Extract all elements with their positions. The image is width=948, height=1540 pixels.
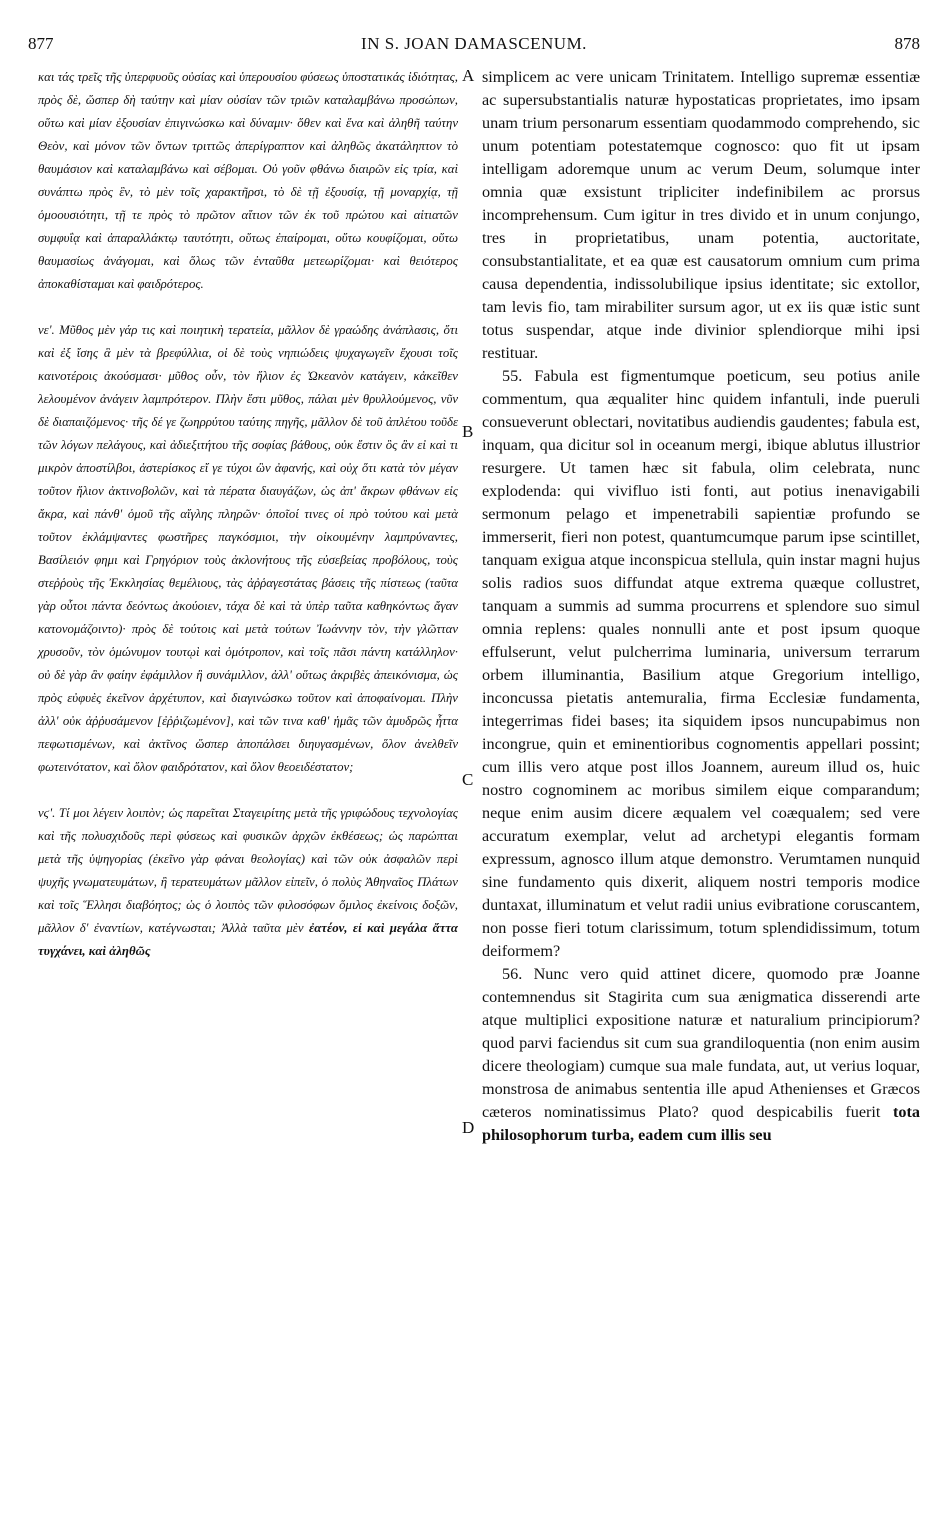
greek-paragraph-1: και τάς τρεῖς τῆς ὑπερφυοῦς οὐσίας καὶ ὑπερουσίου φύσεως ὑποστατικάς ἰδιότητας, πρὸς δὲ, ὥσπερ δὴ ταύτην καὶ μίαν οὐσίαν τῶν τριῶν καταλαμβάνω προσώπων, οὕτω καὶ μίαν ἐξουσίαν ἐπιγινώσκω καὶ δύναμιν· ὅθεν καὶ ἕνα καὶ ἀληθῆ ταύτην Θεὸν, καὶ μόνον τῶν ὄντων τριττῶς ἀπερίγραπτον καὶ ἀληθῶς ἀκατάληπτον τὸ θαυμάσιον καὶ καταλαμβάνω καὶ σέβομαι. Οὐ γοῦν φθάνω διαιρῶν εἰς τρία, καὶ συνάπτω πρὸς ἓν, τὸ μὲν τοῖς χαρακτῆρσι, τὸ δὲ τῇ ἐξουσίᾳ, τῇ μοναρχίᾳ, τῇ ὁμοουσιότητι, τῇ τε πρὸς τὸ πρῶτον αἴτιον τῶν ἐκ τοῦ πρώτου καὶ αἰτιατῶν συμφυΐᾳ καὶ ἀπαραλλάκτῳ ταυτότητι, οὕτως ἐπαίρομαι, οὕτω κουφίζομαι, οὕτω θαυμασίως ἀνάγομαι, καὶ ὅλως τῶν ἐνταῦθα μετεωρίζομαι· καὶ θειότερος ἀποκαθίσταμαι καὶ φαιδρότερος. <box>38 70 458 291</box>
latin-paragraph-1: simplicem ac vere unicam Trinitatem. Intelligo supremæ essentiæ ac supersubstantialis naturæ hypostaticas proprietates, imo ipsam unam trium personarum essentiam quodammodo comprehendo, sic unum potentiam potestatemque cognosco: quo fit ut ipsam intelligam adoremque unum ac verum Deum, solumque inter omnia quæ exsistunt tripliciter indefinibilem ac prorsus incomprehensum. Cum igitur in tres divido et in unum conjungo, tres in proprietatibus, unam potentia, auctoritate, consubstantialitate, et ea quæ est causatorum omnium cum prima causa dependentia, indissolubilique ipsius identitate; sic extollor, tam levis fio, tam mirabiliter sursum agor, ut ex iis quæ istic sunt totus suspendar, atque inde divinior splendiorque mihi ipsi restituar. <box>482 68 920 362</box>
latin-column <box>482 66 920 1147</box>
running-title: IN S. JOAN DAMASCENUM. <box>361 34 587 53</box>
margin-marker-d: D <box>462 1118 475 1137</box>
latin-paragraph-55: 55. Fabula est figmentumque poeticum, seu potius anile commentum, qua æqualiter hinc quidem infantuli, inde pueruli consueverunt oblectari, novitatibus audiendis gaudentes; fabula est, inquam, qua dicitur sol in oceanum mergi, ibique ablutus illustrior resurgere. Ut tamen hæc sit fabula, olim celebrata, nunc explodenda: qui vivifluo isti fonti, aut potius inenavigabili sermonum pelago et impenetrabili sapientiæ profundo se immerserit, fieri non potest, quantumcumque parum ipse scintillet, tanquam exigua atque inconspicua stellula, quin instar magni hujus solis radios suos diffundat atque extrema quæque collustret, tanquam a summis ad summa procurrens et splendore suo simul omnia replens: quales nonnulli ante et post ipsum quoque effulserunt, velut pulcherrima luminaria, universum terrarum orbem illuminantia, Basilium atque Gregorium intelligo, inconcussa pietatis antemuralia, firma Ecclesiæ fundamenta, integerrimas fidei bases; ita siquidem ipsos nuncupabimus non incongrue, quin et eminentioribus cognomentis appellari possint; cum illis vero atque post illos Joannem, aureum illud os, huic nostro cognominem ac moribus similem eique comparandum; neque enim ausim dicere æqualem vel coæqualem; sed vere accuratum exemplar, velut ad archetypi elegantis formam expressum, agnosco illum atque demonstro. Verumtamen nunquid sine fundamento quis dixerit, aliquem nostri temporis modice duntaxat, illuminatum et velut radii unius evibratione coruscantem, non posse fieri totum clarissimum, totum splendidissimum, totum deiformem? <box>482 367 920 960</box>
greek-column <box>38 66 458 986</box>
latin-paragraph-56-text: 56. Nunc vero quid attinet dicere, quomodo præ Joanne contemnendus sit Stagirita cum sua ænigmatica disserendi arte atque multiplici expositione naturæ et naturalium principiorum? quod parvi faciendus sit cum sua grandiloquentia (non enim ausim dicere theologiam) cumque sua male fundata, aut, ut verius loquar, monstrosa de animabus sententia ille apud Athenienses et Græcos cæteros nominatissimus Plato? quod despicabilis fuerit <box>482 965 920 1121</box>
greek-paragraph-55: νε'. Μῦθος μὲν γάρ τις καὶ ποιητικὴ τερατεία, μᾶλλον δὲ γραώδης ἀνάπλασις, ὅτι καὶ ἐξ ἴσης ἃ μὲν τὰ βρεφύλλια, οἱ δὲ τοὺς νηπιώδεις ψυχαγωγεῖν ἔχουσι τοῖς καινοτέροις ἀκούσμασι· μῦθος οὖν, τὸν ἥλιον ἐς Ὠκεανὸν κατάγειν, κἀκεῖθεν λελουμένον ἀνάγειν λαμπρότερον. Πλὴν ἔστι μῦθος, πάλαι μὲν θρυλλούμενος, νῦν δὲ διαπαιζόμενος· τῆς δέ γε ζωηρρύτου ταύτης πηγῆς, μᾶλλον δὲ τοῦ ἀπλέτου τοῦδε τῶν λόγων πελάγους, καὶ ἀδιεξιτήτου τῆς σοφίας βάθους, οὐκ ἔστιν ὃς ἂν εἰ καὶ τι μικρὸν ἀποστίλβοι, ἀστερίσκος εἴ γε τύχοι ὢν ἀφανής, καὶ οὐχ ὅτι κατὰ τὸν μέγαν τοῦτον ἥλιον ἀκτινοβολῶν, καὶ τὰ πέρατα διαυγάζων, ὡς ἀπ' ἄκρων φθάνων εἰς ἄκρα, καὶ πάνθ' ὁμοῦ τῆς αἴγλης πληρῶν· ὁποῖοί τινες οἱ πρὸ τούτου καὶ μετὰ τοῦτον ἐκλάμψαντες φωστῆρες παγκόσμιοι, τὴν οἰκουμένην λαμπρύναντες, Βασίλειόν φημι καὶ Γρηγόριον τοὺς ἀκλονήτους τῆς εὐσεβείας προβόλους, τοὺς στεῤῥοὺς τῆς Ἐκκλησίας θεμέλιους, τὰς ἀῤῥαγεστάτας βάσεις τῆς πίστεως (ταῦτα γὰρ οὗτοι πάντα δεόντως ἀκούοιεν, τάχα δὲ καὶ τὰ ὑπὲρ ταῦτα καθηκόντως ἄγαν κατονομάζοιντο)· πρὸς δὲ τούτοις καὶ μετὰ τούτων Ἰωάννην τὸν, τὴν γλῶτταν χρυσοῦν, τὸν ὁμώνυμον τουτῳὶ καὶ ὁμότροπον, καὶ τοῖς πᾶσι πάντη κατάλληλον· οὐ δὲ γὰρ ἂν φαίην ἐφάμιλλον ἢ συνάμιλλον, ἀλλ' οὕτως ἀκριβὲς ἀπεικόνισμα, ὡς πρὸς εὐφυὲς ἐκεῖνον ἀρχέτυπον, καὶ διαγινώσκω τοῦτον καὶ ἀποφαίνομαι. Πλὴν ἀλλ' οὐκ ἀῤῥυσάμενον [ἐῤῥιζωμένον], καὶ τῶν τινα καθ' ἡμᾶς τῶν ἀμυδρῶς ἦττα πεφωτισμένων, καὶ ἀκτῖνος ὥσπερ ἀποπάλσει διηυγασμένων, ὅλον ἀνελθεῖν φωτεινότατον, καὶ ὅλον φαιδρότατον, καὶ ὅλον θεοειδέστατον; <box>38 323 458 774</box>
margin-marker-c: C <box>462 770 474 789</box>
greek-paragraph-56 <box>38 802 458 963</box>
margin-marker-a: A <box>462 66 475 85</box>
greek-last-line: ἐατέον, εἰ καὶ μεγάλα ἄττα τυγχάνει, καὶ ἀληθῶς <box>38 921 458 958</box>
latin-paragraph-56 <box>482 963 920 1147</box>
page-number-right: 878 <box>894 34 920 53</box>
latin-last-line: tota philosophorum turba, eadem cum illis seu <box>482 1103 920 1144</box>
margin-marker-b: B <box>462 422 474 441</box>
running-header <box>28 34 920 58</box>
greek-paragraph-56-text: νϛ'. Τί μοι λέγειν λοιπὸν; ὡς παρεῖται Σταγειρίτης μετὰ τῆς γριφώδους τεχνολογίας καὶ τῆς πολυσχιδοῦς περὶ φύσεως καὶ φυσικῶν ἀρχῶν ἐκθέσεως; ὡς παρώπται μετὰ τῆς ὑψηγορίας (ἐκεῖνο γὰρ φάναι θεολογίας) καὶ τῶν οὐκ ἀσφαλῶν περὶ ψυχῆς γνωματευμάτων, ἢ τερατευμάτων μᾶλλον εἰπεῖν, ὁ πολὺς Ἀθηναῖος Πλάτων καὶ τοῖς Ἕλλησι διαβόητος; ὡς ὁ λοιπὸς τῶν φιλοσόφων ὅμιλος ἐκείνοις δοξῶν, μᾶλλον δ' ἐναντίων, κατέγνωσται; Ἀλλὰ ταῦτα μὲν <box>38 806 458 935</box>
page-number-left: 877 <box>28 34 54 53</box>
